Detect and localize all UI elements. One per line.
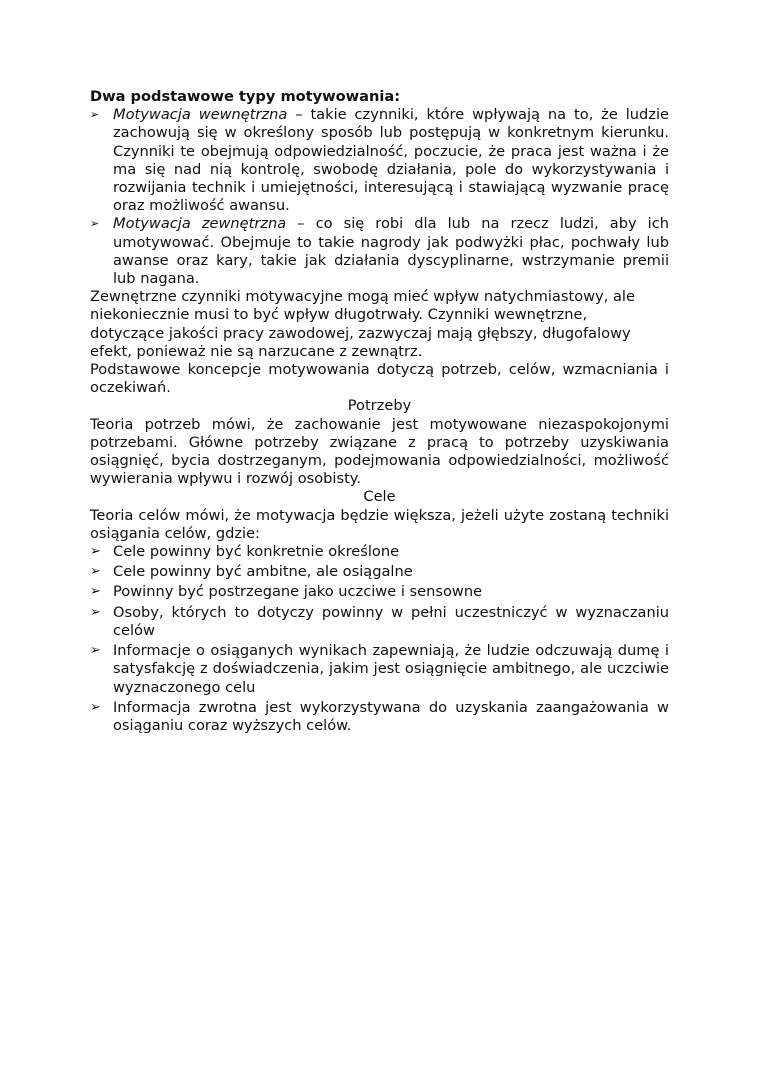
paragraph-line: dotyczące jakości pracy zawodowej, zazwyczaj mają głębszy, długofalowy <box>90 324 631 342</box>
definition-intrinsic: – takie czynniki, które wpływają na to, że ludzie zachowują się w określony sposób lub postępują w konkretnym kierunku. Czynniki te obejmują odpowiedzialność, poczucie, że praca jest ważna i że ma się nad nią kontrolę, swobodę działania, pole do wykorzystywania i rozwijania technik i umiejętności, interesującą i stawiającą wyzwanie pracę oraz możliwość awansu. <box>113 106 669 215</box>
term-extrinsic: Motywacja zewnętrzna <box>113 215 287 233</box>
paragraph-line: Zewnętrzne czynniki motywacyjne mogą mieć wpływ natychmiastowy, ale <box>90 288 635 306</box>
paragraph-line: niekoniecznie musi to być wpływ długotrwały. Czynniki wewnętrzne, <box>90 306 588 324</box>
paragraph-line: efekt, ponieważ nie są narzucane z zewnątrz. <box>90 342 423 360</box>
list-item-text: Powinny być postrzegane jako uczciwe i sensowne <box>113 583 483 601</box>
arrow-bullet-icon: ➢ <box>90 643 101 659</box>
goals-list <box>90 543 669 735</box>
section-title-goals: Cele <box>363 488 396 506</box>
list-item <box>90 642 669 697</box>
list-item <box>90 543 669 561</box>
arrow-bullet-icon: ➢ <box>90 699 101 715</box>
list-item-text: Informacja zwrotna jest wykorzystywana do uzyskania zaangażowania w osiąganiu coraz wyższych celów. <box>113 698 669 734</box>
list-item-text: Informacje o osiąganych wynikach zapewniają, że ludzie odczuwają dumę i satysfakcję z doświadczenia, jakim jest osiągnięcie ambitnego, ale uczciwie wyznaczonego celu <box>113 642 669 696</box>
list-item-text: Cele powinny być konkretnie określone <box>113 543 400 561</box>
term-intrinsic: Motywacja wewnętrzna <box>113 106 288 124</box>
definition-extrinsic: – co się robi dla lub na rzecz ludzi, aby ich umotywować. Obejmuje to takie nagrody jak podwyżki płac, pochwały lub awanse oraz kary, takie jak działania dyscyplinarne, wstrzymanie premii lub nagana. <box>113 215 670 288</box>
list-item-text: Cele powinny być ambitne, ale osiągalne <box>113 563 413 581</box>
list-item <box>90 583 669 601</box>
arrow-bullet-icon: ➢ <box>90 544 101 560</box>
list-item-extrinsic <box>90 215 669 288</box>
arrow-bullet-icon: ➢ <box>90 584 101 600</box>
list-item <box>90 604 669 640</box>
paragraph-needs: Teoria potrzeb mówi, że zachowanie jest motywowane niezaspokojonymi potrzebami. Główne potrzeby związane z pracą to potrzeby uzyskiwania osiągnięć, bycia dostrzeganym, podejmowania odpowiedzialności, możliwość wywierania wpływu i rozwój osobisty. <box>90 415 669 488</box>
arrow-bullet-icon: ➢ <box>90 604 101 620</box>
document-page <box>90 88 669 737</box>
motivation-types-list <box>90 106 669 288</box>
document-heading: Dwa podstawowe typy motywowania: <box>90 88 401 105</box>
list-item-intrinsic <box>90 106 669 215</box>
paragraph-external-factors <box>90 288 669 361</box>
arrow-bullet-icon: ➢ <box>90 564 101 580</box>
list-item <box>90 699 669 735</box>
list-item-text: Osoby, których to dotyczy powinny w pełni uczestniczyć w wyznaczaniu celów <box>113 603 669 639</box>
section-title-needs: Potrzeby <box>347 397 412 415</box>
list-item <box>90 563 669 581</box>
paragraph-concepts: Podstawowe koncepcje motywowania dotyczą potrzeb, celów, wzmacniania i oczekiwań. <box>90 361 669 397</box>
paragraph-goals-intro: Teoria celów mówi, że motywacja będzie większa, jeżeli użyte zostaną techniki osiągania celów, gdzie: <box>90 506 669 542</box>
